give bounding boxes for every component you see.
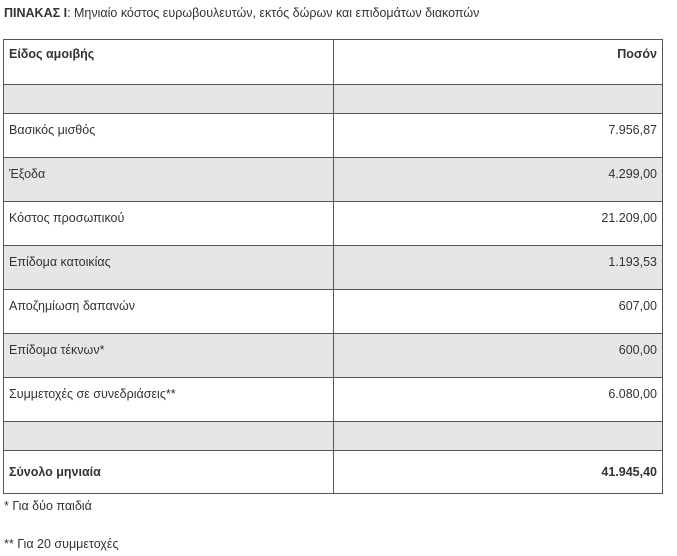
total-value: 41.945,40 <box>334 451 663 494</box>
header-row <box>4 40 663 85</box>
spacer-cell <box>4 422 334 451</box>
row-label: Βασικός μισθός <box>4 114 334 158</box>
row-label: Επίδομα κατοικίας <box>4 246 334 290</box>
row-value: 4.299,00 <box>334 158 663 202</box>
row-value: 21.209,00 <box>334 202 663 246</box>
row-value: 600,00 <box>334 334 663 378</box>
table-row <box>4 334 663 378</box>
caption-label: ΠΙΝΑΚΑΣ Ι <box>4 6 68 20</box>
table-caption <box>4 6 479 20</box>
table-row <box>4 378 663 422</box>
row-label: Αποζημίωση δαπανών <box>4 290 334 334</box>
row-label: Επίδομα τέκνων* <box>4 334 334 378</box>
header-type: Είδος αμοιβής <box>4 40 334 85</box>
total-row <box>4 451 663 494</box>
footnote-sessions: ** Για 20 συμμετοχές <box>4 537 119 551</box>
table-row <box>4 290 663 334</box>
table-row <box>4 158 663 202</box>
row-label: Έξοδα <box>4 158 334 202</box>
header-amount: Ποσόν <box>334 40 663 85</box>
footnote-children: * Για δύο παιδιά <box>4 499 92 513</box>
table-row <box>4 246 663 290</box>
table-row <box>4 202 663 246</box>
row-value: 1.193,53 <box>334 246 663 290</box>
row-value: 607,00 <box>334 290 663 334</box>
row-value: 7.956,87 <box>334 114 663 158</box>
spacer-row <box>4 85 663 114</box>
table-row <box>4 114 663 158</box>
row-value: 6.080,00 <box>334 378 663 422</box>
spacer-row <box>4 422 663 451</box>
spacer-cell <box>334 422 663 451</box>
row-label: Κόστος προσωπικού <box>4 202 334 246</box>
spacer-cell <box>334 85 663 114</box>
total-label: Σύνολο μηνιαία <box>4 451 334 494</box>
spacer-cell <box>4 85 334 114</box>
caption-text: : Μηνιαίο κόστος ευρωβουλευτών, εκτός δώρων και επιδομάτων διακοπών <box>67 6 480 20</box>
cost-table <box>3 39 663 494</box>
row-label: Συμμετοχές σε συνεδριάσεις** <box>4 378 334 422</box>
